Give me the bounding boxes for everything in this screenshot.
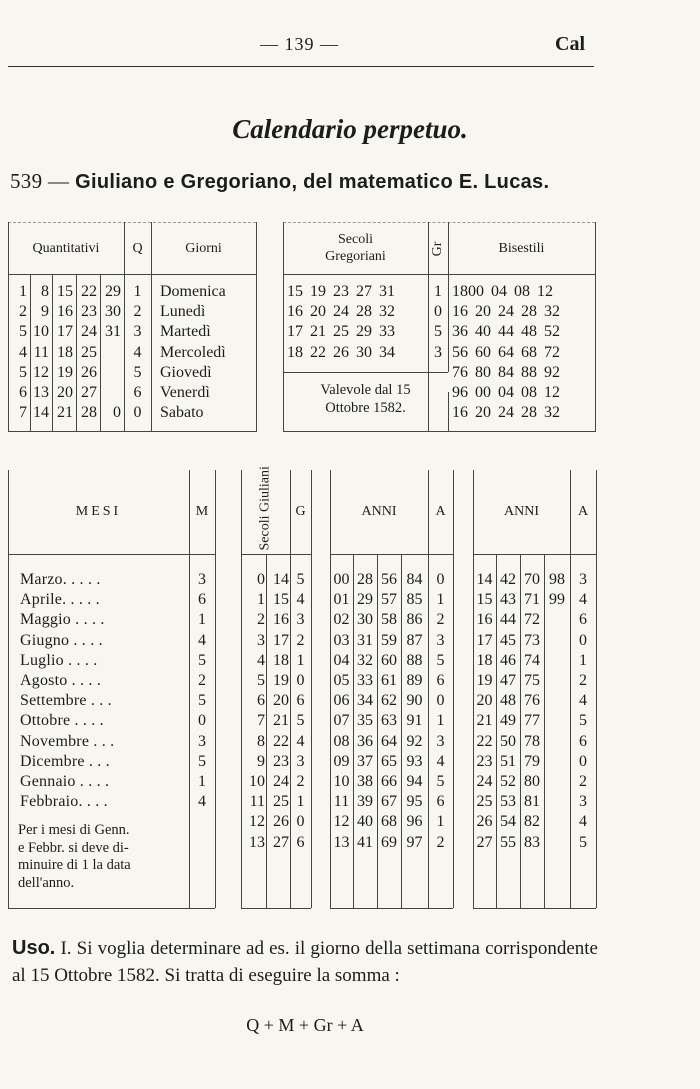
- anno-cell: 19: [476, 672, 493, 689]
- a-cell: 0: [579, 752, 587, 770]
- anno-cell: 35: [357, 712, 373, 730]
- quantitativo-cell: 16: [57, 303, 73, 321]
- secolo-giuliano-cell: 1: [257, 591, 265, 609]
- anno-cell: 45: [500, 631, 516, 649]
- quantitativo-cell: 26: [81, 363, 97, 381]
- gennaio-febbraio-note: Per i mesi di Genn. e Febbr. si deve di- minuire di 1 la data dell'anno.: [18, 822, 131, 891]
- a-cell: 5: [579, 833, 587, 851]
- col-header-giorni: Giorni: [185, 241, 222, 256]
- anno-cell: 28: [357, 571, 373, 588]
- g-cell: 5: [296, 571, 305, 588]
- a-cell: 6: [436, 793, 445, 811]
- secolo-giuliano-cell: 0: [257, 571, 265, 588]
- anno-cell: 92: [406, 732, 423, 750]
- col-header-g: G: [295, 504, 306, 519]
- anno-cell: 00: [333, 571, 350, 588]
- anno-cell: 85: [406, 591, 423, 609]
- anno-cell: 34: [357, 692, 373, 710]
- a-cell: 5: [436, 651, 445, 669]
- g-cell: 5: [296, 712, 305, 730]
- anno-cell: 33: [357, 672, 373, 689]
- page-title: Calendario perpetuo.: [232, 114, 468, 144]
- quantitativo-cell: 25: [81, 343, 97, 361]
- m-cell: 1: [198, 611, 206, 629]
- a-cell: 4: [579, 813, 587, 831]
- anno-cell: 15: [476, 591, 493, 609]
- anno-cell: 12: [333, 813, 350, 831]
- anno-cell: 23: [476, 752, 493, 770]
- anno-cell: 62: [381, 692, 397, 710]
- q-cell: 1: [133, 283, 142, 300]
- anno-cell: 81: [524, 793, 540, 811]
- giorno-cell: Mercoledì: [160, 343, 226, 361]
- anno-cell: 38: [357, 773, 373, 790]
- secolo-giuliano-cell: 25: [273, 793, 289, 811]
- quantitativo-cell: 5: [19, 323, 27, 341]
- quantitativo-cell: 14: [33, 404, 49, 422]
- anno-cell: 31: [357, 631, 373, 649]
- a-cell: 3: [436, 631, 445, 649]
- secolo-giuliano-cell: 6: [257, 692, 265, 710]
- m-cell: 0: [198, 712, 206, 730]
- anno-cell: 84: [406, 571, 423, 588]
- bisestile-cell: 56 60 64 68 72: [452, 343, 560, 361]
- g-cell: 3: [296, 752, 305, 770]
- secolo-giuliano-cell: 10: [249, 773, 265, 790]
- quantitativo-cell: 18: [57, 343, 73, 361]
- header-rule: [8, 66, 594, 67]
- anno-cell: 71: [524, 591, 540, 609]
- anno-cell: 75: [524, 672, 540, 689]
- anno-cell: 65: [381, 752, 397, 770]
- table-secoli-bisestili: [283, 222, 595, 432]
- anno-cell: 16: [476, 611, 493, 629]
- a-cell: 5: [579, 712, 587, 730]
- anno-cell: 78: [524, 732, 540, 750]
- a-cell: 6: [436, 672, 445, 689]
- anno-cell: 72: [524, 611, 540, 629]
- mese-cell: Agosto . . . .: [20, 672, 102, 689]
- quantitativo-cell: 31: [105, 323, 121, 341]
- m-cell: 4: [198, 631, 206, 649]
- anno-cell: 49: [500, 712, 516, 730]
- quantitativo-cell: 8: [41, 283, 49, 300]
- gr-cell: 5: [434, 323, 442, 341]
- anno-cell: 30: [357, 611, 373, 629]
- anno-cell: 95: [406, 793, 423, 811]
- anno-cell: 73: [524, 631, 540, 649]
- gr-cell: 3: [434, 343, 442, 361]
- anno-cell: 42: [500, 571, 516, 588]
- quantitativo-cell: 21: [57, 404, 73, 422]
- anno-cell: 74: [524, 651, 540, 669]
- giorno-cell: Domenica: [160, 283, 226, 300]
- mese-cell: Luglio . . . .: [20, 651, 98, 669]
- quantitativo-cell: 9: [41, 303, 49, 321]
- secolo-giuliano-cell: 17: [273, 631, 289, 649]
- bisestile-cell: 16 20 24 28 32: [452, 303, 560, 321]
- q-cell: 6: [133, 384, 142, 401]
- g-cell: 6: [296, 833, 305, 851]
- g-cell: 4: [296, 732, 305, 750]
- a-cell: 4: [579, 692, 587, 710]
- anno-cell: 52: [500, 773, 516, 790]
- anno-cell: 99: [549, 591, 565, 609]
- m-cell: 1: [198, 773, 206, 790]
- col-header-mesi: MESI: [75, 504, 122, 519]
- anno-cell: 21: [476, 712, 493, 730]
- mese-cell: Ottobre . . . .: [20, 712, 104, 730]
- anno-cell: 53: [500, 793, 516, 811]
- anno-cell: 11: [333, 793, 350, 811]
- a-cell: 1: [436, 591, 445, 609]
- secolo-giuliano-cell: 23: [273, 752, 289, 770]
- mese-cell: Gennaio . . . .: [20, 773, 110, 790]
- mese-cell: Novembre . . .: [20, 732, 115, 750]
- quantitativo-cell: 13: [33, 384, 49, 401]
- anno-cell: 27: [476, 833, 493, 851]
- quantitativo-cell: 24: [81, 323, 97, 341]
- anno-cell: 76: [524, 692, 540, 710]
- secolo-gregoriano-cell: 17 21 25 29 33: [287, 323, 395, 341]
- anno-cell: 80: [524, 773, 540, 790]
- q-cell: 0: [133, 404, 142, 422]
- g-cell: 1: [296, 793, 305, 811]
- secolo-giuliano-cell: 5: [257, 672, 265, 689]
- anno-cell: 06: [333, 692, 350, 710]
- a-cell: 3: [436, 732, 445, 750]
- a-cell: 2: [436, 611, 445, 629]
- table-mesi-anni: [8, 466, 596, 910]
- anno-cell: 44: [500, 611, 516, 629]
- quantitativo-cell: 19: [57, 363, 73, 381]
- anno-cell: 59: [381, 631, 397, 649]
- anno-cell: 60: [381, 651, 397, 669]
- secolo-giuliano-cell: 8: [257, 732, 265, 750]
- secolo-giuliano-cell: 24: [273, 773, 289, 790]
- q-cell: 5: [133, 363, 142, 381]
- uso-label: Uso.: [12, 937, 56, 959]
- anno-cell: 57: [381, 591, 397, 609]
- anno-cell: 48: [500, 692, 516, 710]
- quantitativo-cell: 17: [57, 323, 73, 341]
- anno-cell: 67: [381, 793, 397, 811]
- secolo-gregoriano-cell: 15 19 23 27 31: [287, 283, 395, 300]
- g-cell: 2: [296, 631, 305, 649]
- formula: Q + M + Gr + A: [246, 1015, 364, 1035]
- a-cell: 2: [436, 833, 445, 851]
- gr-cell: 1: [434, 283, 442, 300]
- g-cell: 6: [296, 692, 305, 710]
- anno-cell: 39: [357, 793, 373, 811]
- bisestile-cell: 76 80 84 88 92: [452, 363, 560, 381]
- secolo-giuliano-cell: 12: [249, 813, 265, 831]
- mese-cell: Marzo. . . . .: [20, 571, 101, 588]
- anno-cell: 32: [357, 651, 373, 669]
- anno-cell: 09: [333, 752, 350, 770]
- quantitativo-cell: 22: [81, 283, 97, 300]
- mese-cell: Maggio . . . .: [20, 611, 105, 629]
- m-cell: 5: [198, 752, 206, 770]
- col-header-m: M: [195, 504, 209, 519]
- quantitativo-cell: 28: [81, 404, 97, 422]
- giorno-cell: Lunedì: [160, 303, 206, 321]
- col-header-a-2: A: [577, 504, 589, 519]
- anno-cell: 66: [381, 773, 397, 790]
- anno-cell: 24: [476, 773, 493, 790]
- anno-cell: 05: [333, 672, 350, 689]
- anno-cell: 37: [357, 752, 373, 770]
- a-cell: 1: [436, 712, 445, 730]
- uso-text: I. Si voglia determinare ad es. il giorno della settimana corrispondente al 15 Ottobre 1582. Si tratta di eseguire la somma :: [12, 938, 598, 986]
- page-number: — 139 —: [260, 34, 339, 54]
- anno-cell: 17: [476, 631, 493, 649]
- anno-cell: 89: [406, 672, 423, 689]
- quantitativo-cell: 20: [57, 384, 73, 401]
- anno-cell: 64: [381, 732, 397, 750]
- m-cell: 3: [198, 732, 206, 750]
- anno-cell: 88: [406, 651, 423, 669]
- anno-cell: 26: [476, 813, 493, 831]
- a-cell: 3: [579, 793, 587, 811]
- anno-cell: 56: [381, 571, 397, 588]
- secolo-giuliano-cell: 19: [273, 672, 289, 689]
- secolo-giuliano-cell: 14: [273, 571, 289, 588]
- anno-cell: 13: [333, 833, 350, 851]
- secolo-giuliano-cell: 13: [249, 833, 265, 851]
- a-cell: 1: [436, 813, 445, 831]
- quantitativo-cell: 29: [105, 283, 121, 300]
- secolo-giuliano-cell: 11: [249, 793, 265, 811]
- anno-cell: 94: [406, 773, 423, 790]
- anno-cell: 40: [357, 813, 373, 831]
- giorno-cell: Giovedì: [160, 363, 212, 381]
- secolo-giuliano-cell: 16: [273, 611, 289, 629]
- anno-cell: 79: [524, 752, 540, 770]
- anno-cell: 46: [500, 651, 516, 669]
- anno-cell: 69: [381, 833, 397, 851]
- quantitativo-cell: 7: [19, 404, 27, 422]
- secolo-giuliano-cell: 26: [273, 813, 289, 831]
- anno-cell: 68: [381, 813, 397, 831]
- anno-cell: 61: [381, 672, 397, 689]
- anno-cell: 82: [524, 813, 540, 831]
- quantitativo-cell: 30: [105, 303, 121, 321]
- g-cell: 4: [296, 591, 305, 609]
- quantitativo-cell: 11: [33, 343, 49, 361]
- anno-cell: 07: [333, 712, 350, 730]
- anno-cell: 55: [500, 833, 516, 851]
- quantitativo-cell: 5: [19, 363, 27, 381]
- a-cell: 6: [579, 611, 587, 629]
- a-cell: 3: [579, 571, 587, 588]
- mese-cell: Giugno . . . .: [20, 631, 103, 649]
- secolo-gregoriano-cell: 16 20 24 28 32: [287, 303, 395, 321]
- quantitativo-cell: 12: [33, 363, 49, 381]
- secolo-giuliano-cell: 9: [257, 752, 265, 770]
- anno-cell: 90: [406, 692, 423, 710]
- bisestile-cell: 1800 04 08 12: [452, 283, 553, 300]
- anno-cell: 25: [476, 793, 493, 811]
- valevole-note: Valevole dal 15 Ottobre 1582.: [320, 382, 411, 416]
- anno-cell: 10: [333, 773, 350, 790]
- quantitativo-cell: 27: [81, 384, 97, 401]
- secolo-giuliano-cell: 22: [273, 732, 289, 750]
- section-heading: [10, 169, 549, 194]
- anno-cell: 18: [476, 651, 493, 669]
- anno-cell: 14: [476, 571, 493, 588]
- anno-cell: 97: [406, 833, 423, 851]
- anno-cell: 01: [333, 591, 350, 609]
- quantitativo-cell: 4: [19, 343, 27, 361]
- mese-cell: Dicembre . . .: [20, 752, 110, 770]
- secolo-giuliano-cell: 20: [273, 692, 289, 710]
- anno-cell: 04: [333, 651, 350, 669]
- giorno-cell: Sabato: [160, 404, 204, 422]
- a-cell: 4: [579, 591, 587, 609]
- a-cell: 0: [579, 631, 587, 649]
- anno-cell: 83: [524, 833, 540, 851]
- anno-cell: 51: [500, 752, 516, 770]
- secolo-giuliano-cell: 21: [273, 712, 289, 730]
- m-cell: 5: [198, 651, 206, 669]
- a-cell: 6: [579, 732, 587, 750]
- quantitativo-cell: 15: [57, 283, 73, 300]
- anno-cell: 43: [500, 591, 516, 609]
- bisestile-cell: 36 40 44 48 52: [452, 323, 560, 341]
- a-cell: 4: [436, 752, 445, 770]
- quantitativo-cell: 1: [19, 283, 27, 300]
- anno-cell: 20: [476, 692, 493, 710]
- secolo-giuliano-cell: 2: [257, 611, 265, 629]
- anno-cell: 77: [524, 712, 540, 730]
- g-cell: 2: [296, 773, 305, 790]
- secolo-giuliano-cell: 7: [257, 712, 265, 730]
- quantitativo-cell: 6: [19, 384, 27, 401]
- secolo-giuliano-cell: 15: [273, 591, 289, 609]
- m-cell: 6: [198, 591, 206, 609]
- col-header-q: Q: [132, 241, 143, 256]
- mese-cell: Settembre . . .: [20, 692, 112, 710]
- col-header-gr: Gr: [430, 241, 445, 257]
- quantitativo-cell: 2: [19, 303, 27, 321]
- anno-cell: 87: [406, 631, 423, 649]
- giorno-cell: Venerdì: [160, 384, 210, 401]
- anno-cell: 02: [333, 611, 350, 629]
- anno-cell: 36: [357, 732, 373, 750]
- anno-cell: 47: [500, 672, 516, 689]
- col-header-secoli-giuliani: Secoli Giuliani: [257, 466, 273, 551]
- m-cell: 3: [198, 571, 206, 588]
- secolo-giuliano-cell: 3: [257, 631, 265, 649]
- anno-cell: 63: [381, 712, 397, 730]
- g-cell: 1: [296, 651, 305, 669]
- section-number: 539 —: [10, 169, 70, 193]
- mese-cell: Aprile. . . . .: [20, 591, 100, 609]
- a-cell: 2: [579, 773, 587, 790]
- m-cell: 5: [198, 692, 206, 710]
- bisestile-cell: 16 20 24 28 32: [452, 404, 560, 422]
- anno-cell: 86: [406, 611, 423, 629]
- a-cell: 5: [436, 773, 445, 790]
- q-cell: 4: [133, 343, 142, 361]
- anno-cell: 03: [333, 631, 350, 649]
- col-header-a-1: A: [435, 504, 446, 519]
- mese-cell: Febbraio. . . .: [20, 793, 108, 811]
- anno-cell: 58: [381, 611, 397, 629]
- anno-cell: 70: [524, 571, 540, 588]
- quantitativo-cell: 0: [113, 404, 121, 422]
- a-cell: 2: [579, 672, 587, 689]
- anno-cell: 96: [406, 813, 423, 831]
- secolo-giuliano-cell: 4: [257, 651, 265, 669]
- anno-cell: 22: [476, 732, 493, 750]
- anno-cell: 98: [549, 571, 565, 588]
- anno-cell: 41: [357, 833, 373, 851]
- a-cell: 0: [436, 571, 445, 588]
- a-cell: 0: [436, 692, 445, 710]
- running-head: Cal: [555, 33, 585, 55]
- a-cell: 1: [579, 651, 587, 669]
- uso-paragraph: [12, 935, 598, 989]
- col-header-anni-2: ANNI: [504, 504, 539, 519]
- q-cell: 3: [133, 323, 142, 341]
- q-cell: 2: [133, 303, 142, 321]
- section-heading-text: Giuliano e Gregoriano, del matematico E. Lucas.: [75, 171, 550, 193]
- anno-cell: 54: [500, 813, 516, 831]
- anno-cell: 08: [333, 732, 350, 750]
- m-cell: 4: [198, 793, 206, 811]
- m-cell: 2: [198, 672, 206, 689]
- secolo-giuliano-cell: 18: [273, 651, 289, 669]
- anno-cell: 50: [500, 732, 516, 750]
- g-cell: 0: [296, 813, 305, 831]
- table-quantitativi: [8, 222, 256, 432]
- anno-cell: 91: [406, 712, 423, 730]
- quantitativo-cell: 23: [81, 303, 97, 321]
- g-cell: 0: [296, 672, 305, 689]
- anno-cell: 93: [406, 752, 423, 770]
- anno-cell: 29: [357, 591, 373, 609]
- col-header-quantitativi: Quantitativi: [32, 241, 100, 256]
- quantitativo-cell: 10: [33, 323, 49, 341]
- col-header-secoli-gregoriani: Secoli Gregoriani: [325, 232, 386, 264]
- secolo-gregoriano-cell: 18 22 26 30 34: [287, 343, 395, 361]
- giorno-cell: Martedì: [160, 323, 211, 341]
- col-header-bisestili: Bisestili: [498, 241, 545, 256]
- g-cell: 3: [296, 611, 305, 629]
- gr-cell: 0: [434, 303, 442, 321]
- bisestile-cell: 96 00 04 08 12: [452, 384, 560, 401]
- secolo-giuliano-cell: 27: [273, 833, 289, 851]
- col-header-anni-1: ANNI: [361, 504, 397, 519]
